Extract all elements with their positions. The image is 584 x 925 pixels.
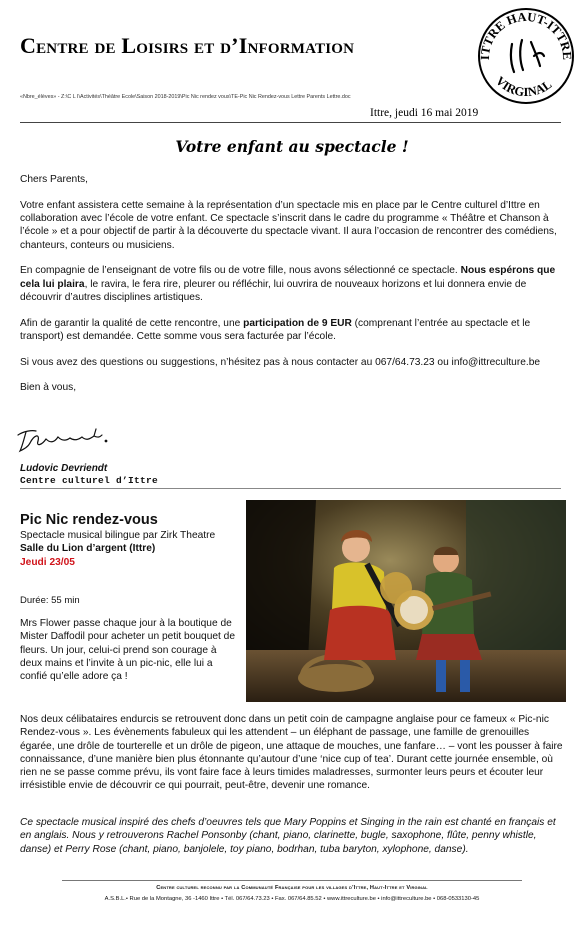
signature-image [14, 421, 114, 455]
letter-date: Ittre, jeudi 16 mai 2019 [370, 107, 479, 119]
signer-name: Ludovic Devriendt [20, 463, 108, 474]
letter-title: Votre enfant au spectacle ! [175, 137, 409, 156]
footer-recognition: Centre culturel reconnu par la Communauté Française pour les villages d’Ittre, Haut-Ittre et Virginal [156, 885, 428, 891]
ittre-logo [476, 6, 576, 106]
show-subtitle: Spectacle musical bilingue par Zirk Theatre [20, 530, 216, 541]
paragraph-price [20, 317, 565, 344]
greeting: Chers Parents, [20, 174, 88, 185]
show-venue: Salle du Lion d’argent (Ittre) [20, 543, 156, 555]
footer-divider [62, 880, 522, 881]
show-body: Nos deux célibataires endurcis se retrouvent donc dans un petit coin de campagne anglaise pour ce fameux « Pic-nic Rendez-vous ». Les évènements fabuleux qui les attendent – un éléphant de passage, une famille de grenouilles égarée, une drôle de tourterelle et un drôle de pigeon, une attaque de mouches, une fanfare… – vont les pousser à faire connaissance, d’une manière bien plus étonnante qu’autour d’une ‘nice cup of tea’. Durant cette journée ensemble, où rien ne se passe comme prévu, ils vont faire face à leurs timides maladresses, surmonter leurs peurs et écouter leur irrésistible envie de découvrir ce qui pourrait, peut-être, devenir une romance. [20, 714, 563, 792]
price-text: participation de 9 EUR [243, 317, 352, 329]
page-header-title: Centre de Loisirs et d’Information [20, 33, 355, 58]
paragraph-intro: Votre enfant assistera cette semaine à la représentation d’un spectacle mis en place par le Centre culturel d’Ittre en collaboration avec l’école de votre enfant. Ce spectacle s’inscrit dans le cadre du programme « Théâtre et Chanson à l’école » et a pour objectif de partir à la découverte du spectacle vivant. Il aura l’occasion de rencontrer des comédiens, chanteurs, conteurs ou musiciens. [20, 199, 557, 251]
document-path: «Nbre_élèves» - Z:\C L I\Activités\Théâtre Ecole\Saison 2018-2019\Pic Nic rendez vous\TE-Pic Nic Rendez-vous Lettre Parents Lettre.doc [20, 94, 351, 100]
logo-text-bottom: VIRGINAL [492, 73, 555, 100]
show-date: Jeudi 23/05 [20, 556, 75, 568]
show-title: Pic Nic rendez-vous [20, 512, 158, 528]
footer-address: A.S.B.L.• Rue de la Montagne, 36 -1460 Ittre • Tél. 067/64.73.23 • Fax. 067/64.85.52 • www.ittreculture.be • info@ittreculture.be • 068-0533130-45 [104, 896, 480, 902]
paragraph-selection [20, 264, 565, 304]
paragraph-contact: Si vous avez des questions ou suggestions, n’hésitez pas à nous contacter au 067/64.73.23 ou info@ittreculture.be [20, 356, 541, 368]
show-duration: Durée: 55 min [20, 595, 80, 606]
svg-text:ITTRE HAUT-ITTRE [478, 10, 574, 60]
text-run: Afin de garantir la qualité de cette rencontre, une [20, 317, 244, 329]
letter-body [20, 173, 565, 407]
text-run: , le ravira, le fera rire, pleurer ou réfléchir, lui ouvrira de nouveaux horizons et lui donnera envie de découvrir d’autres disciplines artistiques. [20, 278, 527, 303]
section-divider [20, 488, 561, 489]
show-info [20, 529, 235, 569]
text-run: En compagnie de l’enseignant de votre fils ou de votre fille, nous avons sélectionné ce spectacle. [20, 265, 461, 277]
show-photo [246, 500, 566, 702]
text-run: (comprenant l’entrée au spectacle et le transport) est demandée. Cette somme vous sera facturée par l’école. [20, 317, 531, 342]
show-credits: Ce spectacle musical inspiré des chefs d’oeuvres tels que Mary Poppins et Singing in the rain est chanté en français et en anglais. Nous y retrouverons Rachel Ponsonby (chant, piano, clarinette, bugle, saxophone, flûte, penny whistle, danse) et Perry Rose (chant, piano, banjolele, toy piano, bodrhan, tuba baryton, xylophone, danse). [20, 817, 556, 855]
closing: Bien à vous, [20, 382, 77, 394]
header-divider [20, 122, 561, 123]
signer-organization: Centre culturel d’Ittre [20, 475, 159, 486]
show-description: Mrs Flower passe chaque jour à la boutique de Mister Daffodil pour acheter un petit bouquet de fleurs. Un jour, celui-ci prend son courage à deux mains et l’invite à un pic-nic, elle lui a confié qu’elle adore ça ! [20, 618, 236, 682]
logo-text-top: ITTRE HAUT-ITTRE [477, 9, 575, 61]
bold-text: Nous espérons que cela lui plaira [20, 265, 556, 290]
